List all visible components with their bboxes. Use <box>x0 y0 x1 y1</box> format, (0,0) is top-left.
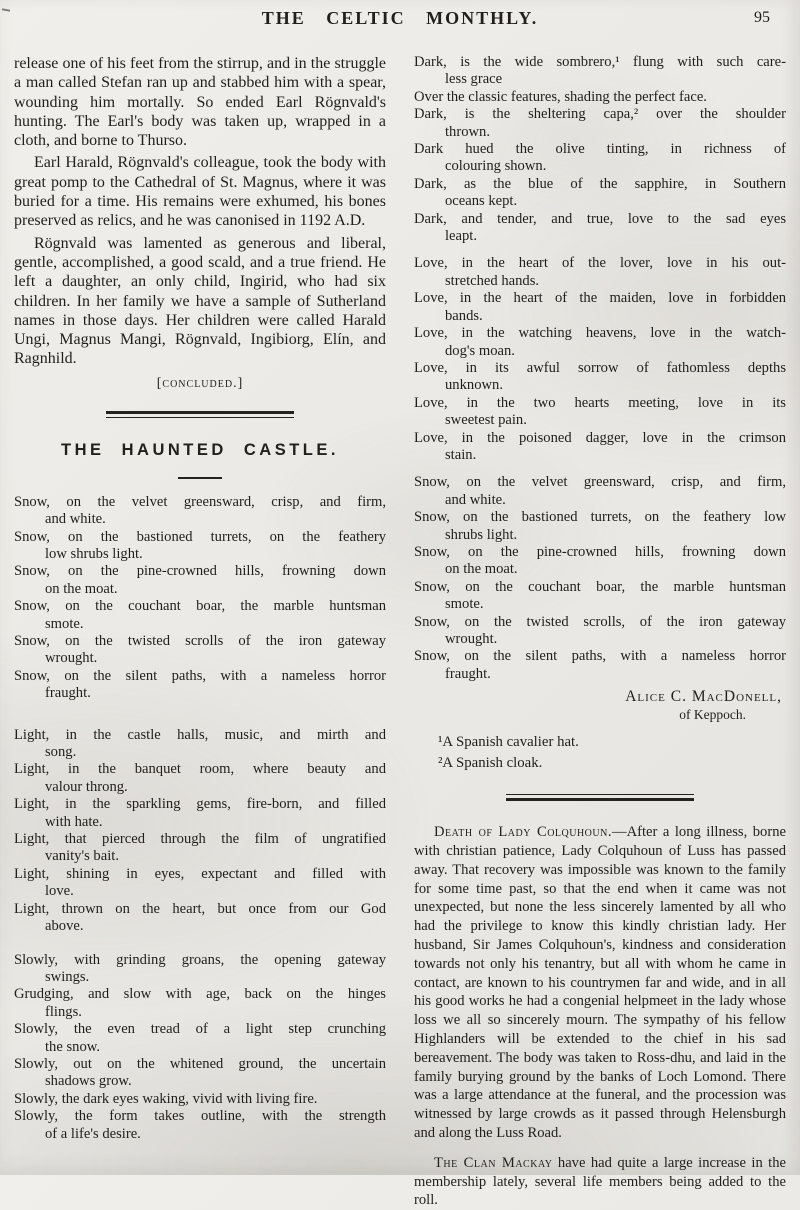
poem-line <box>14 901 386 936</box>
poem-line <box>14 494 386 529</box>
poem-line <box>14 1091 386 1108</box>
poem-line-continuation: and white. <box>45 511 106 528</box>
poem-line <box>14 866 386 901</box>
poem-line <box>414 176 786 211</box>
poem-line-text: Snow, on the silent paths, with a nameless horror <box>414 648 786 665</box>
poem-line-text: Love, in the watching heavens, love in the watch- <box>414 325 786 342</box>
article-lady-colquhoun <box>414 823 786 1143</box>
poem-line-continuation: love. <box>45 883 74 900</box>
poem-line <box>414 211 786 246</box>
poem-line-text: Snow, on the twisted scrolls, of the iron gateway <box>414 613 786 630</box>
poem-line <box>14 1056 386 1091</box>
poem-line-text: Slowly, the form takes outline, with the strength <box>14 1108 386 1125</box>
poem-line-text: Love, in the heart of the lover, love in his out- <box>414 255 786 272</box>
poem-line-text: Snow, on the bastioned turrets, on the feathery <box>14 528 386 545</box>
author-name: Alice C. MacDonell, <box>625 688 782 706</box>
poem-line-continuation: and white. <box>445 491 506 508</box>
author-signature <box>414 688 786 723</box>
poem-line-text: Grudging, and slow with age, back on the hinges <box>14 986 386 1003</box>
poem-line <box>414 106 786 141</box>
section-divider-rule <box>106 411 294 418</box>
poem-line-text: Over the classic features, shading the perfect face. <box>414 88 707 105</box>
page-title: THE CELTIC MONTHLY. <box>261 8 539 28</box>
article-clan-mackay <box>414 1154 786 1210</box>
stanza-love <box>414 255 786 464</box>
poem-line-text: Dark, and tender, and true, love to the sad eyes <box>414 210 786 227</box>
poem-line-text: Love, in its awful sorrow of fathomless depths <box>414 359 786 376</box>
poem-line-text: Snow, on the pine-crowned hills, frowning down <box>414 543 786 560</box>
poem-line <box>14 831 386 866</box>
poem-line <box>414 255 786 290</box>
poem-line <box>414 614 786 649</box>
poem-line <box>14 563 386 598</box>
stanza-dark <box>414 54 786 245</box>
poem-line <box>14 1108 386 1143</box>
poem-line-text: Dark, is the sheltering capa,² over the shoulder <box>414 106 786 123</box>
poem-line <box>414 290 786 325</box>
poem-line-text: Snow, on the twisted scrolls of the iron gateway <box>14 633 386 649</box>
poem-line-continuation: stain. <box>445 446 477 463</box>
article-lead-colquhoun: Death of Lady Colquhoun. <box>434 824 612 841</box>
poem-line <box>414 430 786 465</box>
poem-line-continuation: bands. <box>445 307 483 324</box>
poem-line-text: Dark hued the olive tinting, in richness of <box>414 141 786 158</box>
poem-line-continuation: smote. <box>45 615 84 632</box>
poem-line-continuation: song. <box>45 744 77 761</box>
stanza-snow-repeat <box>414 474 786 683</box>
poem-line <box>414 395 786 430</box>
poem-line <box>414 579 786 614</box>
poem-line-text: Snow, on the silent paths, with a nameless horror <box>14 667 386 684</box>
poem-line <box>414 544 786 579</box>
poem-line-text: Love, in the two hearts meeting, love in its <box>414 394 786 411</box>
poem-line <box>14 761 386 796</box>
concluded-note: [concluded.] <box>156 375 244 391</box>
poem-line-text: Slowly, the dark eyes waking, vivid with living fire. <box>14 1090 318 1107</box>
poem-line <box>414 54 786 89</box>
author-place: of Keppoch. <box>679 707 746 723</box>
poem-line-continuation: smote. <box>445 596 484 613</box>
poem-line-text: Slowly, with grinding groans, the opening gateway <box>14 951 386 968</box>
poem-line <box>414 325 786 360</box>
poem-line <box>14 952 386 987</box>
poem-line <box>414 89 786 106</box>
section-heading: THE HAUNTED CASTLE. <box>61 440 339 459</box>
page-header <box>0 0 800 38</box>
poem-line-continuation: vanity's bait. <box>45 848 119 865</box>
poem-line-continuation: thrown. <box>445 123 490 140</box>
poem-line-continuation: oceans kept. <box>445 193 518 210</box>
poem-line-text: Snow, on the couchant boar, the marble huntsman <box>414 578 786 595</box>
poem-line-continuation: flings. <box>45 1003 82 1020</box>
poem-line <box>414 141 786 176</box>
poem-line <box>14 598 386 633</box>
poem-line-continuation: colouring shown. <box>445 158 547 175</box>
article-divider-rule <box>506 794 694 801</box>
poem-line-continuation: the snow. <box>45 1038 100 1055</box>
poem-line <box>14 1021 386 1056</box>
poem-line-continuation: shadows grow. <box>45 1073 132 1090</box>
poem-line-continuation: unknown. <box>445 377 503 394</box>
article-lead-mackay: The Clan Mackay <box>434 1154 553 1171</box>
poem-line-continuation: less grace <box>445 71 503 88</box>
poem-line-continuation: dog's moan. <box>445 342 515 359</box>
poem-line-text: Light, in the sparkling gems, fire-born, and filled <box>14 796 386 813</box>
poem-line-continuation: shrubs light. <box>445 526 518 543</box>
poem-line-continuation: low shrubs light. <box>45 545 143 562</box>
poem-line-text: Light, in the castle halls, music, and mirth and <box>14 726 386 743</box>
poem-line <box>414 509 786 544</box>
poem-line-continuation: wrought. <box>445 631 498 647</box>
poem-line-text: Love, in the poisoned dagger, love in the crimson <box>414 429 786 446</box>
stanza-snow <box>14 494 386 703</box>
poem-line-continuation: fraught. <box>445 665 491 682</box>
poem-line-text: Slowly, out on the whitened ground, the uncertain <box>14 1055 386 1072</box>
poem-line-text: Dark, is the wide sombrero,¹ flung with such care- <box>414 54 786 70</box>
article-text-colquhoun: —After a long illness, borne with christian patience, Lady Colquhoun of Luss has passed away. That recovery was impossible was known to the family for some time past, so that the end when it came was not unexpected, but none the less sincerely lamented by all who had the privilege to know this kindly christian lady. Her husband, Sir James Colquhoun's, kindness and consideration towards not only his tenantry, but all with whom he came in contact, are known to his countrymen far and wide, and in all his good works he had a congenial helpmeet in the lady whose loss we all so sincerely mourn. The sympathy of his fellow Highlanders will be extended to the chief in his sad bereavement. The body was taken to Ross-dhu, and laid in the family burying ground by the banks of Loch Lomond. There was a large attendance at the funeral, and the procession was witnessed by large crowds as it passed through Helensburgh and along the Luss Road. <box>414 824 786 1141</box>
poem-line <box>14 727 386 762</box>
poem-line-text: Light, in the banquet room, where beauty and <box>14 761 386 778</box>
poem-line-text: Snow, on the bastioned turrets, on the feathery low <box>414 509 786 526</box>
poem-line-continuation: on the moat. <box>445 561 518 578</box>
poem-line-text: Slowly, the even tread of a light step crunching <box>14 1021 386 1038</box>
poem-line <box>414 474 786 509</box>
poem-line-continuation: valour throng. <box>45 778 128 795</box>
poem-line-text: Light, thrown on the heart, but once from our God <box>14 900 386 917</box>
poem-line <box>414 360 786 395</box>
footnote-cloak: ²A Spanish cloak. <box>438 755 543 772</box>
poem-line <box>414 648 786 683</box>
poem-line <box>14 633 386 668</box>
poem-line <box>14 986 386 1021</box>
paragraph-rognvald-death: release one of his feet from the stirrup, and in the struggle a man called Stefan ran up and stabbed him with a spear, wounding him mortally. So ended Earl Rögnvald's hunting. The Earl's body was taken up, wrapped in a cloth, and borne to Thurso. <box>14 55 386 150</box>
poem-line-continuation: swings. <box>45 968 90 985</box>
poem-line-continuation: wrought. <box>45 650 98 667</box>
poem-line-text: Snow, on the velvet greensward, crisp, and firm, <box>14 493 386 510</box>
poem-line-text: Snow, on the pine-crowned hills, frowning down <box>14 563 386 580</box>
poem-line-text: Love, in the heart of the maiden, love in forbidden <box>414 290 786 307</box>
stanza-slowly <box>14 952 386 1143</box>
poem-line <box>14 668 386 703</box>
poem-line-text: Light, shining in eyes, expectant and filled with <box>14 865 386 882</box>
poem-line-continuation: stretched hands. <box>445 272 540 289</box>
poem-line-text: Snow, on the couchant boar, the marble huntsman <box>14 598 386 615</box>
two-column-layout <box>0 54 800 1210</box>
poem-line <box>14 529 386 564</box>
article-text-mackay: have had quite a large increase in the membership lately, several life members being added to the roll. <box>414 1154 786 1209</box>
poem-line <box>14 796 386 831</box>
footnotes <box>414 732 786 774</box>
left-column <box>14 54 386 1210</box>
paragraph-rognvald-lamented: Rögnvald was lamented as generous and liberal, gentle, accomplished, a good scald, and a true friend. He left a daughter, an only child, Ingirid, who had six children. In her family we have a sample of Sutherland names in those days. Her children were called Harald Ungi, Magnus Mangi, Rögnvald, Ingibiorg, Elín, and Ragnhild. <box>14 234 386 368</box>
poem-line-continuation: on the moat. <box>45 580 118 597</box>
right-column <box>414 54 786 1210</box>
poem-line-continuation: of a life's desire. <box>45 1125 141 1142</box>
stanza-light <box>14 727 386 936</box>
poem-line-continuation: fraught. <box>45 685 91 702</box>
poem-line-continuation: above. <box>45 918 84 935</box>
poem-line-continuation: sweetest pain. <box>445 412 527 429</box>
footnote-cavalier-hat: ¹A Spanish cavalier hat. <box>438 734 579 751</box>
poem-line-continuation: leapt. <box>445 228 478 245</box>
page-number: 95 <box>754 9 770 26</box>
poem-line-text: Light, that pierced through the film of ungratified <box>14 831 386 848</box>
heading-rule <box>178 477 222 479</box>
poem-line-text: Dark, as the blue of the sapphire, in Southern <box>414 175 786 192</box>
poem-line-text: Snow, on the velvet greensward, crisp, and firm, <box>414 474 786 491</box>
paragraph-earl-harald: Earl Harald, Rögnvald's colleague, took the body with great pomp to the Cathedral of St. Magnus, where it was buried for a time. His remains were exhumed, his bones preserved as relics, and he was canonised in 1192 A.D. <box>14 154 386 230</box>
poem-line-continuation: with hate. <box>45 813 103 830</box>
